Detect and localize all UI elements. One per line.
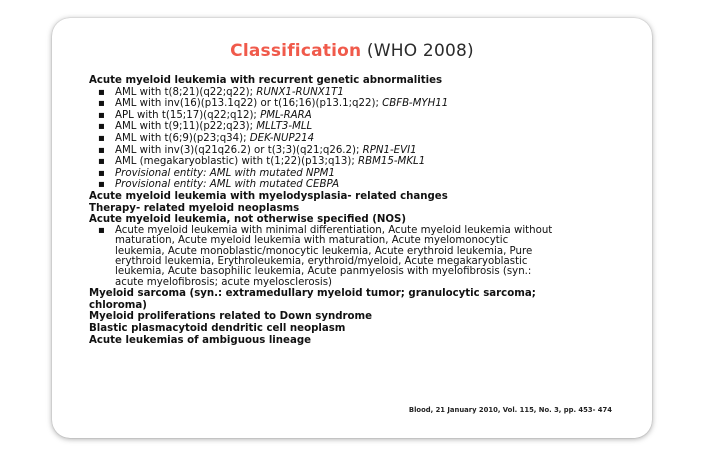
bullet-icon: ▪	[98, 121, 105, 133]
classification-content	[89, 75, 609, 346]
list-item	[89, 121, 609, 133]
item-text: AML (megakaryoblastic) with t(1;22)(p13;q13);	[115, 156, 359, 168]
item-text: Provisional entity: AML with mutated NPM1	[115, 167, 335, 179]
recurrent-list	[89, 87, 609, 191]
gene-name: MLLT3-MLL	[256, 121, 313, 133]
slide-card	[52, 18, 652, 438]
list-item	[89, 156, 609, 168]
bullet-icon: ▪	[98, 98, 105, 110]
heading-ambiguous: Acute leukemias of ambiguous lineage	[89, 334, 312, 346]
list-item	[89, 87, 609, 99]
gene-name: RBM15-MKL1	[358, 156, 426, 168]
bullet-icon: ▪	[98, 86, 105, 98]
list-item	[89, 133, 609, 145]
bullet-icon: ▪	[98, 132, 105, 144]
list-item	[89, 98, 609, 110]
item-text: AML with inv(3)(q21q26.2) or t(3;3)(q21;q26.2);	[115, 144, 363, 156]
bullet-icon: ▪	[98, 109, 105, 121]
list-item	[89, 226, 555, 288]
bullet-icon: ▪	[98, 179, 105, 191]
list-item	[89, 110, 609, 122]
gene-name: RPN1-EVI1	[362, 144, 417, 156]
list-item	[89, 168, 609, 180]
title-main: Classification	[230, 41, 362, 61]
bullet-icon: ▪	[98, 167, 105, 179]
item-text: Acute myeloid leukemia with minimal differentiation, Acute myeloid leukemia without maturation, Acute myeloid leukemia with maturation, Acute myelomonocytic leukemia, Acute monoblastic/monocytic leukemia, Acute erythroid leukemia, Pure erythroid leukemia, Erythroleukemia, erythroid/myeloid, Acute megakaryoblastic leukemia, Acute basophilic leukemia, Acute panmyelosis with myelofibrosis (syn.: acute myelofibrosis; acute myelosclerosis)	[115, 224, 553, 288]
gene-name: RUNX1-RUNX1T1	[256, 86, 344, 98]
bullet-icon: ▪	[98, 224, 105, 236]
list-item	[89, 179, 609, 191]
bullet-icon: ▪	[98, 156, 105, 168]
item-text: AML with t(9;11)(p22;q23);	[115, 121, 257, 133]
citation: Blood, 21 January 2010, Vol. 115, No. 3, pp. 453- 474	[408, 406, 612, 414]
item-text: AML with t(6;9)(p23;q34);	[115, 132, 250, 144]
heading-sarcoma: Myeloid sarcoma (syn.: extramedullary myeloid tumor; granulocytic sarcoma; chloroma)	[89, 288, 536, 311]
item-text: Provisional entity: AML with mutated CEBPA	[115, 179, 340, 191]
gene-name: DEK-NUP214	[249, 132, 315, 144]
list-item	[89, 145, 609, 157]
heading-nos: Acute myeloid leukemia, not otherwise specified (NOS)	[89, 214, 407, 226]
heading-down-syndrome: Myeloid proliferations related to Down syndrome	[89, 311, 373, 323]
nos-list	[89, 226, 609, 288]
heading-blastic: Blastic plasmacytoid dendritic cell neoplasm	[89, 322, 346, 334]
item-text: AML with inv(16)(p13.1q22) or t(16;16)(p13.1;q22);	[115, 98, 383, 110]
heading-therapy: Therapy- related myeloid neoplasms	[89, 202, 300, 214]
slide-title	[52, 41, 652, 61]
heading-myelodysplasia: Acute myeloid leukemia with myelodysplasia- related changes	[89, 190, 448, 202]
title-sub: (WHO 2008)	[361, 41, 474, 61]
bullet-icon: ▪	[98, 144, 105, 156]
heading-recurrent: Acute myeloid leukemia with recurrent genetic abnormalities	[89, 75, 443, 86]
item-text: AML with t(8;21)(q22;q22);	[115, 86, 257, 98]
item-text: APL with t(15;17)(q22;q12);	[115, 109, 261, 121]
gene-name: PML-RARA	[260, 109, 312, 121]
gene-name: CBFB-MYH11	[382, 98, 449, 110]
